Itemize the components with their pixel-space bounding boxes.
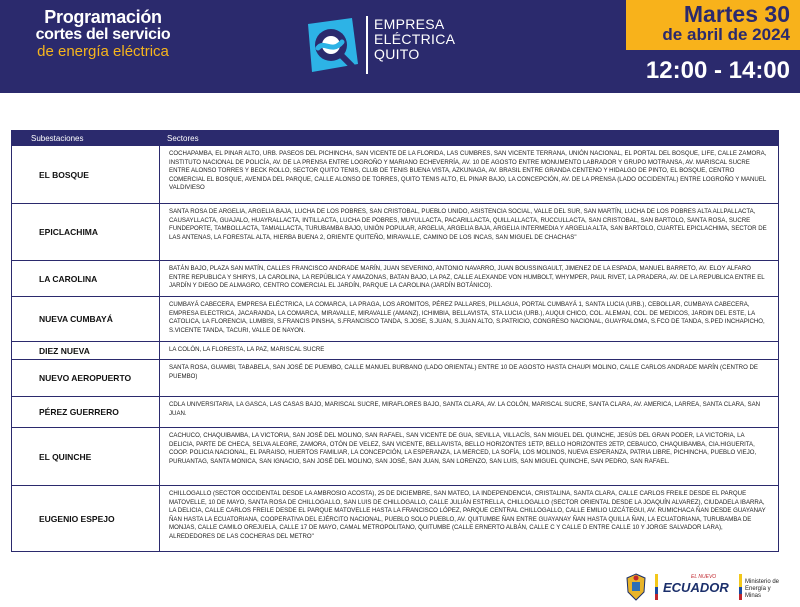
title-line-3: de energía eléctrica bbox=[37, 43, 169, 60]
sectors-cell: CHILLOGALLO (SECTOR OCCIDENTAL DESDE LA AMBROSIO ACOSTA), 25 DE DICIEMBRE, SAN MATEO, LA INDEPENDENCIA, CRISTALINA, SANTA CLARA, CALLE CARLOS FREILE DESDE EL PARQUE MATOVELLE, 10 DE MAYO, SANTA ROSA DE CHILLOGALLO, SAN LUIS DE CHILLOGALLO, CALLE JULIÁN ESTRELLA, CHILLOGALLO (SECTOR ORIENTAL DESDE LA JOAQUÍN ALVAREZ), CIUDADELA IBARRA, LA DELICIA, CALLE CARLOS FREILE DESDE EL PARQUE MATOVELLE HASTA LA FRANCISCO LÓPEZ, PARQUE CENTRAL CHILLOGALLO, CALLE EMILIO UZCÁTEGUI, AV. RUMICHACA ÑAN DESDE GUAYANAY ÑAN HASTA LA ECUATORIANA, COOPERATIVA DEL EJÉRCITO NACIONAL, PUEBLO SOLO PUEBLO, AV. QUITUMBE ÑAN ENTRE GUAYANAY ÑAN HASTA QUILLA ÑAN, LA ECUATORIANA, TURUBAMBA DE MONJAS, CALLE CAMILO OREJUELA, CALLE 17 DE MAYO, CAMAL METROPOLITANO, QUITUMBE (CALLE ERNERTO ALBÁN, CALLE C Y CALLE D ENTRE CALLE 10 Y JORGE SALVADOR LARA), ALREDEDORES DE LAS COCHERAS DEL METRO" bbox=[169, 490, 766, 540]
table-header bbox=[11, 130, 779, 146]
sectors-cell: SANTA ROSA DE ARGELIA, ARGELIA BAJA, LUCHA DE LOS POBRES, SAN CRISTOBAL, PUEBLO UNIDO, ASISTENCIA SOCIAL, VALLE DEL SUR, SAN MARTÍN, LUCHA DE LOS POBRES ALTA ALLPALLACTA, CAUSAYLLACTA, GUAJALO, HUAYRALLACTA, INTILLACTA, LUCHA DE POBRES, MUYULLACTA, PACARILLACTA, QUILLALLACTA, RUCCULLACTA, SAN CRISTOBAL, SAN BARTOLO, SANTA ROSA, SUCRE FUNDEPORTE, TAMBOLLACTA, TAMIALLACTA, TURUBAMBA BAJO, UNIÓN POPULAR, ARGELIA, ARGELIA BAJA, ARGELIA INTERMEDIA Y ARGELIA ALTA, SAN BARTOLO, CUARTEL EPICLACHIMA, SECTOR DE LAS ANTENAS, LA FORESTAL ALTA, HIERBA BUENA 2, ORIENTE QUITEÑO, MIRAVALLE, CAMINO DE LOS INCAS, SAN MIGUEL DE CHACHAS" bbox=[169, 208, 767, 241]
sectors-cell: CUMBAYÁ CABECERA, EMPRESA ELÉCTRICA, LA COMARCA, LA PRAGA, LOS AROMITOS, PÉREZ PALLARES, PILLAGUA, PORTAL CUMBAYÁ 1, SANTA LUCIA (URB.), CEBOLLAR, CUMBAYA CABECERA, EMPRESA ELECTRICA, JACARANDA, LA COMARCA, MIRAVALLE, MIRAVALLE (AMANZ), ICHIMBIA, BELLAVISTA, STA.LUCIA (URB.), AUQUI CHICO, COL. ALEMAN, COL. DE MEDICOS, JARDIN DEL ESTE, LA CATOLICA, LA FLORENCIA, LUMBISI, S.FRANCIS PINSHA, S.FRANCISCO TANDA, S.JOSE, S.JUAN, S.JUAN ALTO, S.PATRICIO, CONGRESO NACIONAL, GUAYRALOMA, S.FCO DE TANDA, S.PED INCHAPICHO, S.VICENTE TANDA, TACURI, VALLE DE NAYON. bbox=[169, 301, 765, 334]
sectors-cell: CDLA UNIVERSITARIA, LA GASCA, LAS CASAS BAJO, MARISCAL SUCRE, MIRAFLORES BAJO, SANTA CLARA, AV. LA COLÓN, MARISCAL SUCRE, SANTA CLARA, AV. AMERICA, LARREA, SANTA CLARA, SAN JUAN. bbox=[169, 401, 761, 417]
date-day: Martes 30 bbox=[683, 1, 790, 27]
substation-name: EUGENIO ESPEJO bbox=[39, 513, 115, 524]
substation-name: EL BOSQUE bbox=[39, 169, 89, 180]
sectors-cell: COCHAPAMBA, EL PINAR ALTO, URB. PASEOS DEL PICHINCHA, SAN VICENTE DE LA FLORIDA, LAS CUMBRES, SAN VICENTE TERRANA, UNIÓN NACIONAL, EL PORTAL DEL BOSQUE, LIFE, CALLE ZAMORA, INSTITUTO NACIONAL DE POLICÍA, AV. DE LA PRENSA ENTRE LOGROÑO Y MARIANO ECHEVERRÍA, AV. 10 DE AGOSTO ENTRE MONUMENTO LABRADOR Y GRUPO MOTRANSA, AV. MARISCAL SUCRE ENTRE ALONSO TORRES Y BECK ROLLO, SECTOR QUITO TENIS, CLUB DE TENIS BUENA VISTA, AZKUNAGA, AV. BRASIL ENTRE GRANDA CENTENO Y HIDALGO DE PINTO, EL BOSQUE, CENTRO COMERCIAL EL BOSQUE, AVENIDA DEL PARQUE, CALLE ALONSO DE TORRES, QUITO TENIS ALTO, EL PINAR BAJO, LA CONCEPCIÓN, AV. DE LA PRENSA (LADO OCCIDENTAL) ENTRE LOGROÑO Y MANUEL VALDIVIESO bbox=[169, 150, 767, 192]
substation-cell bbox=[12, 261, 160, 296]
substation-name: PÉREZ GUERRERO bbox=[39, 407, 119, 417]
ministry-line-1: Ministerio de bbox=[745, 579, 780, 585]
company-name bbox=[374, 17, 455, 62]
substation-name: NUEVA CUMBAYÁ bbox=[39, 314, 113, 324]
table-row bbox=[11, 486, 779, 552]
col-header-substations: Subestaciones bbox=[31, 134, 84, 143]
date-month-year: de abril de 2024 bbox=[662, 25, 790, 44]
substation-name: NUEVO AEROPUERTO bbox=[39, 373, 132, 383]
ministry-name bbox=[745, 579, 783, 600]
flag-stripe-icon bbox=[655, 574, 658, 600]
table-row bbox=[11, 261, 779, 297]
substation-name: LA CAROLINA bbox=[39, 273, 98, 284]
page-title bbox=[18, 9, 188, 60]
substation-name: EL QUINCHE bbox=[39, 451, 92, 462]
sectors-cell: SANTA ROSA, GUAMBI, TABABELA, SAN JOSÉ DE PUEMBO, CALLE MANUEL BURBANO (LADO ORIENTAL) ENTRE 10 DE AGOSTO HASTA CHAUPI MOLINO, CALLE CARLOS ANDRADE MARÍN (CENTRO DE PUEMBO) bbox=[169, 364, 758, 380]
substation-cell bbox=[12, 428, 160, 485]
government-logo bbox=[623, 572, 783, 606]
table-row bbox=[11, 342, 779, 360]
substation-cell bbox=[12, 146, 160, 203]
header-banner bbox=[0, 0, 800, 93]
substation-cell bbox=[12, 397, 160, 427]
tricolor-stripe-icon bbox=[739, 574, 742, 600]
substation-cell bbox=[12, 342, 160, 359]
table-row bbox=[11, 428, 779, 486]
substation-name: DIEZ NUEVA bbox=[39, 345, 90, 356]
ministry-line-2: Energía y Minas bbox=[745, 586, 771, 599]
table-row bbox=[11, 146, 779, 204]
sectors-cell: CACHUCO, CHAQUIBAMBA, LA VICTORIA, SAN JOSÉ DEL MOLINO, SAN RAFAEL, SAN VICENTE DE GUA, SEVILLA, VILLACÍS, SAN MIGUEL DEL QUINCHE, JESÚS DEL GRAN PODER, LA VICTORIA, LA DELICIA, PARTE DE CHECA, SELVA ALEGRE, ZAMORA, OTÓN DE VELEZ, SAN VICENTE, BELLAVISTA, BELLO HORIZONTES 1ETP, BELLO HORIZONTES 2ETP, CEBAUCO, CHAQUIBAMBA, CIA.HIGUERITA, COOP. POLICIA NACIONAL, EL PARAISO, HUERTOS FAMILIAR, LA CONCEPCIÓN, LA ESPERANZA, LA MERCED, LA SOFÍA, LOS MOLINOS, NUEVA ESPERANZA, PATRIA LIBRE, PICHINCHA, PUEBLO VIEJO, PURUANTAG, SANTA MONICA, SAN IGNACIO, SAN JOSÉ DEL MOLINO, SAN JOSÉ, SAN JUAN, SAN LORENZO, SAN LUIS, SAN MIGUEL QUINCHE, SAN PEDRO, SAN RAFAEL. bbox=[169, 432, 757, 465]
title-line-2: cortes del servicio bbox=[35, 26, 171, 43]
substation-cell bbox=[12, 204, 160, 260]
substation-name: EPICLACHIMA bbox=[39, 227, 99, 237]
sectors-cell: LA COLÓN, LA FLORESTA, LA PAZ, MARISCAL SUCRE bbox=[169, 346, 325, 353]
eeq-logo-icon bbox=[296, 14, 364, 76]
table-row bbox=[11, 397, 779, 428]
coat-of-arms-icon bbox=[623, 572, 649, 602]
sectors-cell: BATÁN BAJO, PLAZA SAN MATÍN, CALLES FRANCISCO ANDRADE MARÍN, JUAN SEVERINO, ANTONIO NAVARRO, JUAN BOUSSINGAULT, JIMENEZ DE LA ESPADA, MANUEL BARRETO, AV. ELOY ALFARO ENTRE REPUBLICA Y SHIRYS, LA CAROLINA, LA REPÚBLICA Y AMAZONAS, BATAN BAJO, LA PAZ, CALLE ALEXANDE VON HUMBOLT, WHYMPER, PAUL RIVET, LA PRADERA, AV. DE LA REPUBLICA ENTRE EL JARDÍN Y DIEGO DE ALMAGRO, CENTRO COMERCIAL EL JARDÍN, PARQUE LA CAROLINA (JARDÍN BOTÁNICO). bbox=[169, 265, 765, 290]
outage-table bbox=[11, 130, 779, 552]
company-line-2: ELÉCTRICA bbox=[374, 31, 456, 47]
table-row bbox=[11, 204, 779, 261]
table-row bbox=[11, 360, 779, 397]
logo-divider bbox=[366, 16, 368, 74]
substation-cell bbox=[12, 360, 160, 396]
substation-cell bbox=[12, 486, 160, 551]
time-range: 12:00 - 14:00 bbox=[645, 57, 790, 84]
company-line-3: QUITO bbox=[374, 46, 420, 62]
col-header-sectors: Sectores bbox=[167, 134, 199, 143]
el-nuevo-label: EL NUEVO bbox=[691, 574, 717, 580]
title-line-1: Programación bbox=[44, 7, 162, 27]
date-box bbox=[626, 0, 800, 50]
ecuador-wordmark: ECUADOR bbox=[663, 580, 729, 595]
company-line-1: EMPRESA bbox=[374, 16, 445, 32]
table-row bbox=[11, 297, 779, 342]
substation-cell bbox=[12, 297, 160, 341]
